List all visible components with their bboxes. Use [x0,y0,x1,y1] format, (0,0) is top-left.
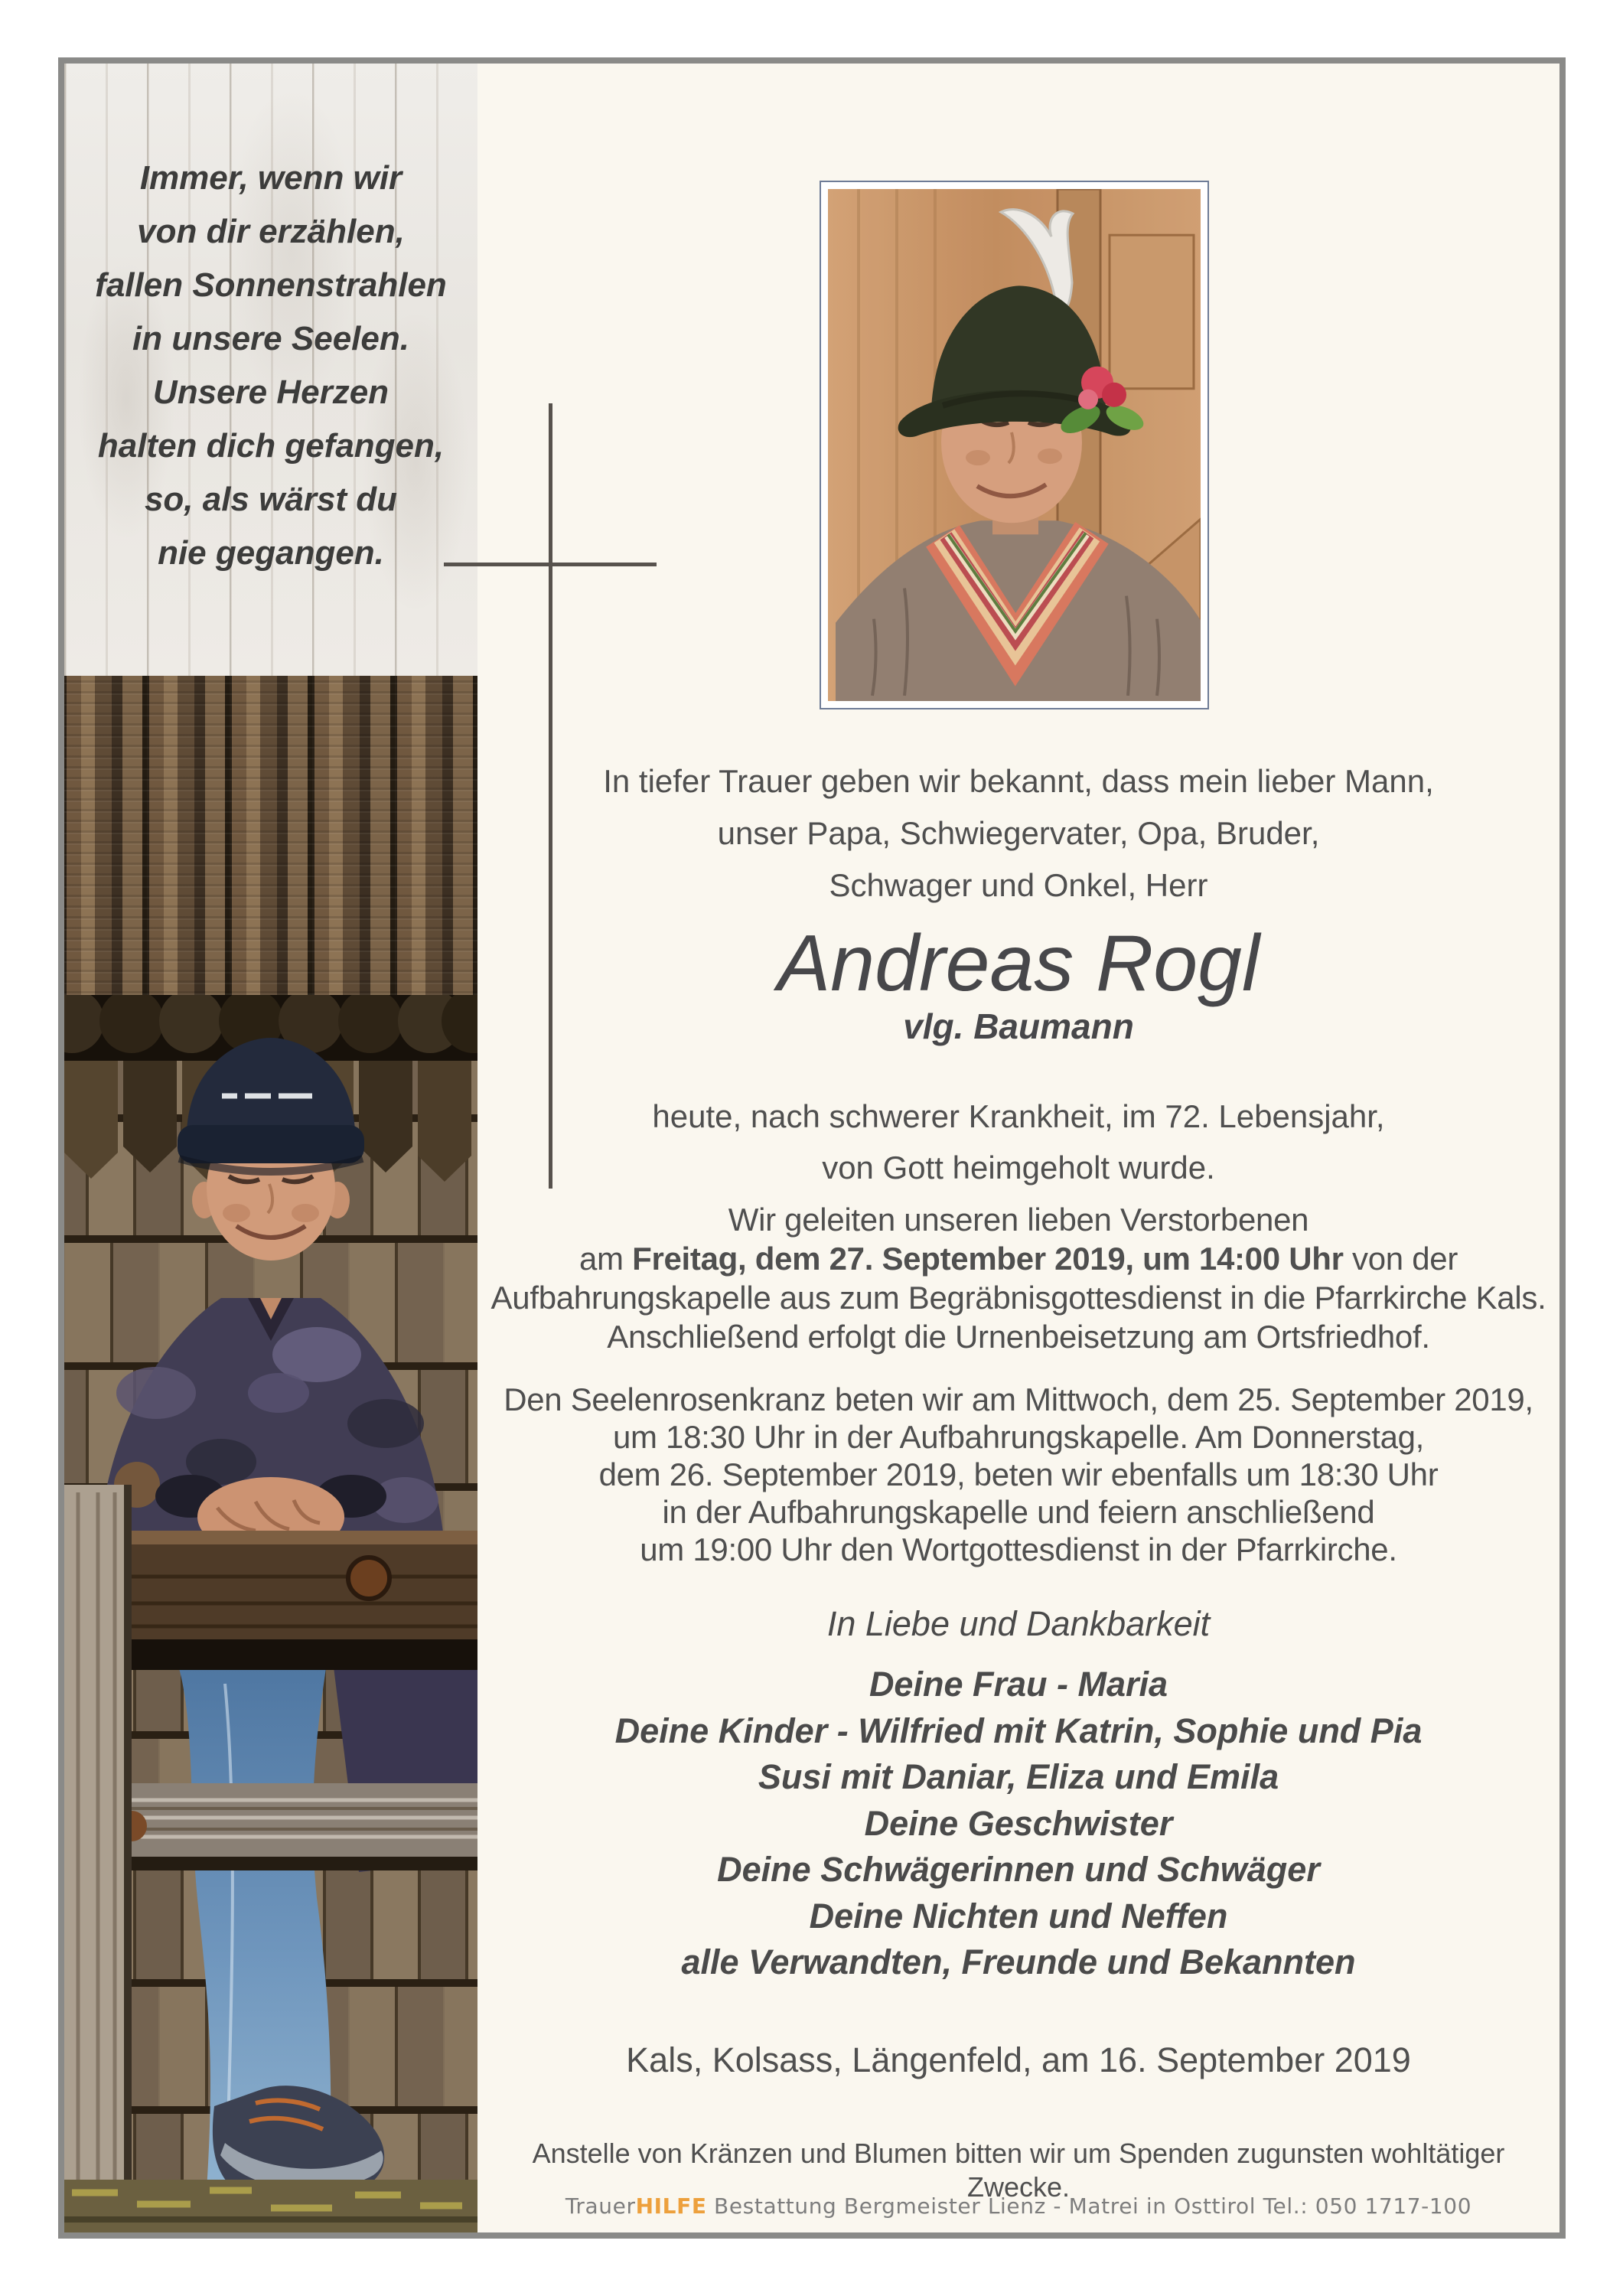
wood-texture-light [64,64,477,676]
funeral-line: Anschließend erfolgt die Urnenbeisetzung am Ortsfriedhof. [607,1319,1430,1355]
poem-line: halten dich gefangen, [97,427,445,465]
rosary-line: um 18:30 Uhr in der Aufbahrungskapelle. Am Donnerstag, [612,1419,1425,1455]
intro-paragraph [477,755,1559,912]
place-date-line: Kals, Kolsass, Längenfeld, am 16. September 2019 [626,2040,1411,2079]
funeral-paragraph [477,1200,1559,1356]
memorial-card [58,57,1566,2239]
intro-line: unser Papa, Schwiegervater, Opa, Bruder, [717,815,1320,851]
mourner-line: Deine Schwägerinnen und Schwäger [717,1850,1320,1889]
poem-line: Immer, wenn wir [139,159,402,197]
deceased-vulgo-name: vlg. Baumann [903,1006,1134,1046]
mourner-line: Deine Geschwister [864,1803,1173,1843]
intro-line: In tiefer Trauer geben wir bekannt, dass mein lieber Mann, [603,763,1434,799]
man-on-ladder-photo [64,995,477,2232]
gratitude-line: In Liebe und Dankbarkeit [826,1604,1211,1643]
deceased-name: Andreas Rogl [777,919,1260,1008]
mourners-list [477,1662,1559,1986]
deceased-casual-photo [64,64,477,2232]
mourner-line: Deine Frau - Maria [869,1665,1168,1704]
funeral-line: Aufbahrungskapelle aus zum Begräbnisgottesdienst in die Pfarrkirche Kals. [490,1280,1546,1316]
rosary-line: um 19:00 Uhr den Wortgottesdienst in der Pfarrkirche. [640,1531,1397,1567]
brand-highlight: HILFE [635,2193,707,2219]
mourner-line: Deine Kinder - Wilfried mit Katrin, Sophie und Pia [614,1711,1423,1750]
wooden-post [64,1485,132,2232]
mossy-rail [64,2180,477,2232]
funeral-line: Wir geleiten unseren lieben Verstorbenen [728,1202,1309,1238]
funeral-home-footer [477,2193,1559,2220]
funeral-line: am Freitag, dem 27. September 2019, um 14:00 Uhr von der [578,1241,1458,1277]
portrait-photo [828,189,1201,701]
memorial-card-inner [64,64,1559,2232]
rosary-line: in der Aufbahrungskapelle und feiern anschließend [662,1494,1375,1530]
intro-line: Schwager und Onkel, Herr [829,867,1208,903]
poem-line: fallen Sonnenstrahlen [95,266,447,304]
memorial-poem [64,152,477,580]
poem-line: Unsere Herzen [152,373,389,411]
death-paragraph [477,1091,1559,1193]
poem-line: in unsere Seelen. [132,320,409,357]
brand-prefix: Trauer [565,2193,636,2219]
rosary-paragraph [477,1381,1559,1568]
portrait-photo-frame [820,181,1209,709]
death-line: heute, nach schwerer Krankheit, im 72. Lebensjahr, [652,1098,1385,1134]
poem-line: von dir erzählen, [137,213,405,250]
rosary-line: dem 26. September 2019, beten wir ebenfalls um 18:30 Uhr [598,1456,1439,1492]
wood-texture-dark [64,676,477,995]
rosary-line: Den Seelenrosenkranz beten wir am Mittwoch, dem 25. September 2019, [504,1381,1533,1417]
donation-note: Anstelle von Kränzen und Blumen bitten wir um Spenden zugunsten wohltätiger Zwecke. [532,2138,1505,2203]
funeral-datetime: Freitag, dem 27. September 2019, um 14:00 Uhr [632,1241,1344,1277]
mourner-line: Deine Nichten und Neffen [809,1896,1228,1936]
cross-icon [444,563,657,566]
mourner-line: Susi mit Daniar, Eliza und Emila [758,1757,1279,1796]
poem-line: so, als wärst du [144,481,398,518]
mourner-line: alle Verwandten, Freunde und Bekannten [681,1942,1356,1981]
death-line: von Gott heimgeholt wurde. [822,1150,1215,1186]
poem-line: nie gegangen. [158,534,384,572]
brand-rest: Bestattung Bergmeister Lienz - Matrei in Osttirol Tel.: 050 1717-100 [706,2193,1472,2219]
